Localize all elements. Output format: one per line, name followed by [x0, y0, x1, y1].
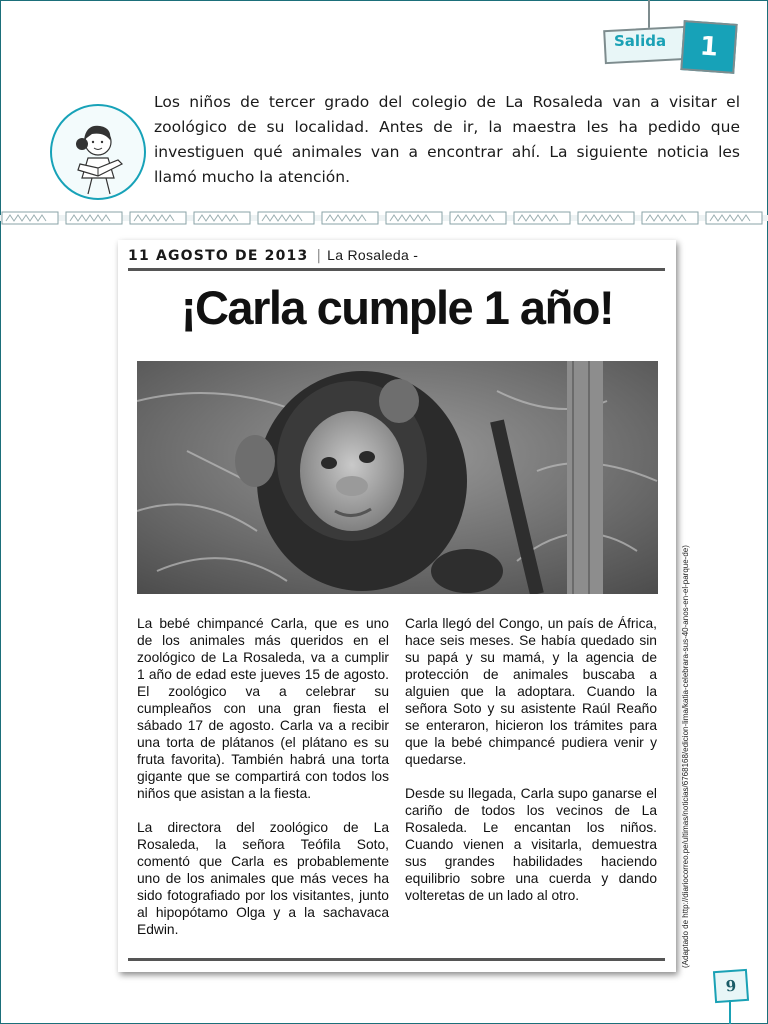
article-date: 11 AGOSTO DE 2013	[128, 248, 309, 264]
page-number-post	[729, 1000, 731, 1024]
article-paragraph: La directora del zoológico de La Rosaleda, la señora Teófila Soto, comentó que Carla es probablemente uno de los animales que más veces ha sido fotografiado por los visitantes, junto al hipopótamo Olga y a la sachavaca Edwin.	[137, 820, 389, 937]
dateline	[128, 247, 418, 264]
section-tag-number-box	[680, 20, 737, 74]
article-paragraph: La bebé chimpancé Carla, que es uno de los animales más queridos en el zoológico de La Rosaleda, va a cumplir 1 año de edad este jueves 15 de agosto. El zoológico va a celebrar su cumpleaños con una gran fiesta el sábado 17 de agosto. Carla va a recibir una torta de plátanos (el plátano es su fruta favorita). También habrá una torta gigante que se compartirá con todos los niños que asistan a la fiesta.	[137, 616, 389, 801]
section-tag-label: Salida	[614, 32, 667, 50]
article-headline: ¡Carla cumple 1 año!	[180, 281, 614, 334]
article-right-column	[405, 615, 657, 921]
page-number: 9	[725, 976, 737, 996]
top-rule	[128, 268, 665, 271]
reading-girl-avatar	[50, 104, 146, 200]
dateline-separator: |	[316, 248, 322, 264]
intro-paragraph: Los niños de tercer grado del colegio de La Rosaleda van a visitar el zoológico de su localidad. Antes de ir, la maestra les ha pedido que investiguen qué animales van a encontrar ahí. La siguiente noticia les llamó mucho la atención.	[154, 93, 740, 186]
hanging-string	[648, 0, 650, 30]
chimpanzee-photo	[137, 361, 658, 594]
article-paragraph: Desde su llegada, Carla supo ganarse el cariño de todos los vecinos de La Rosaleda. Le encantan los niños. Cuando vienen a visitarla, demuestra sus grandes habilidades haciendo equilibrio sobre una cuerda y dando volteretas de un lado al otro.	[405, 786, 657, 903]
section-tag-number: 1	[698, 31, 720, 63]
page-number-sign	[712, 968, 752, 1024]
section-tag	[600, 22, 740, 72]
article-paragraph: Carla llegó del Congo, un país de África, hace seis meses. Se había quedado sin su papá y su mamá, y la agencia de protección de animales buscaba a alguien que la adoptara. Cuando la señora Soto y su asistente Raúl Reaño se enteraron, hicieron los trámites para que la bebé chimpancé pudiera venir y quedarse.	[405, 616, 657, 767]
newspaper-clipping	[118, 240, 676, 972]
page-number-box	[713, 969, 749, 1003]
bottom-rule	[128, 958, 665, 961]
article-left-column	[137, 615, 389, 955]
source-credit: (Adaptado de http://diariocorreo.pe/ultimas/noticias/6768168/edicion-lima/katia-celebrara-sus-40-anos-en-el-parque-de)	[681, 545, 690, 968]
decorative-divider	[0, 209, 768, 227]
article-location: La Rosaleda -	[327, 247, 419, 263]
